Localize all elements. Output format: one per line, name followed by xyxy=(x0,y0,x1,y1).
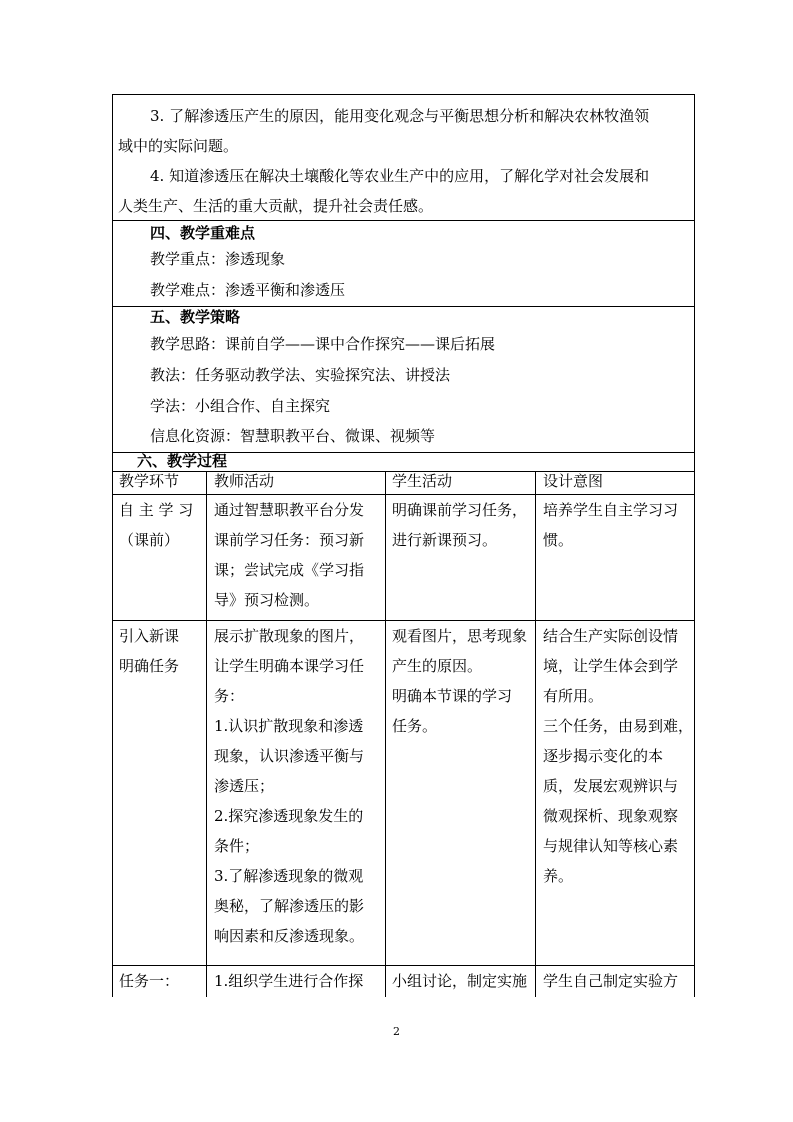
table-row-2-stage: 引入新课 明确任务 xyxy=(119,627,180,675)
col-header-stage: 教学环节 xyxy=(119,472,180,490)
objective-4-line1: 4. 知道渗透压在解决土壤酸化等农业生产中的应用，了解化学对社会发展和 xyxy=(150,167,650,185)
table-row-2-teacher: 展示扩散现象的图片， 让学生明确本课学习任 务： 1.认识扩散现象和渗透 现象，认识渗透平衡与 渗透压； 2.探究渗透现象发生的 条件； 3.了解渗透现象的微观 奥秘，了解渗透压的影 响因素和反渗透现象。 xyxy=(214,627,365,945)
objectives-box xyxy=(112,94,695,221)
table-row-1-stage: 自 主 学 习 （课前） xyxy=(119,501,194,549)
table-row-1-intent: 培养学生自主学习习 惯。 xyxy=(543,501,679,549)
objective-4-line2: 人类生产、生活的重大贡献，提升社会责任感。 xyxy=(118,197,434,215)
objective-3-line2: 域中的实际问题。 xyxy=(118,137,239,155)
learning-method: 学法：小组合作、自主探究 xyxy=(150,397,331,415)
key-point: 教学重点：渗透现象 xyxy=(150,250,286,268)
table-row-3-student: 小组讨论，制定实施 xyxy=(392,972,528,990)
teaching-process-table xyxy=(112,471,695,997)
table-row-3-intent: 学生自己制定实验方 xyxy=(543,972,679,990)
page-number: 2 xyxy=(393,1025,400,1038)
col-header-intent: 设计意图 xyxy=(543,472,604,490)
col-header-teacher: 教师活动 xyxy=(214,472,275,490)
table-row-2-intent: 结合生产实际创设情 境，让学生体会到学 有所用。 三个任务，由易到难， 逐步揭示变化的本 质，发展宏观辨识与 微观探析、现象观察 与规律认知等核心素 养。 xyxy=(543,627,694,885)
col-header-student: 学生活动 xyxy=(392,472,453,490)
section-teaching-strategy xyxy=(112,306,695,453)
section6-heading: 六、教学过程 xyxy=(137,452,228,470)
info-resources: 信息化资源：智慧职教平台、微课、视频等 xyxy=(150,427,436,445)
table-row-1-teacher: 通过智慧职教平台分发 课前学习任务：预习新 课；尝试完成《学习指 导》预习检测。 xyxy=(214,501,365,609)
table-row-1-student: 明确课前学习任务， 进行新课预习。 xyxy=(392,501,528,549)
section4-heading: 四、教学重难点 xyxy=(150,224,256,242)
table-row-2-student: 观看图片，思考现象 产生的原因。 明确本节课的学习 任务。 xyxy=(392,627,528,735)
difficult-point: 教学难点：渗透平衡和渗透压 xyxy=(150,281,346,299)
section5-heading: 五、教学策略 xyxy=(150,308,241,326)
table-row-3-teacher: 1.组织学生进行合作探 xyxy=(214,972,364,990)
teaching-method: 教法：任务驱动教学法、实验探究法、讲授法 xyxy=(150,366,451,384)
objective-3-line1: 3. 了解渗透压产生的原因，能用变化观念与平衡思想分析和解决农林牧渔领 xyxy=(150,107,650,125)
section-key-difficult-points xyxy=(112,220,695,307)
teaching-idea: 教学思路：课前自学——课中合作探究——课后拓展 xyxy=(150,335,496,353)
table-row-3-stage: 任务一： xyxy=(119,972,180,990)
